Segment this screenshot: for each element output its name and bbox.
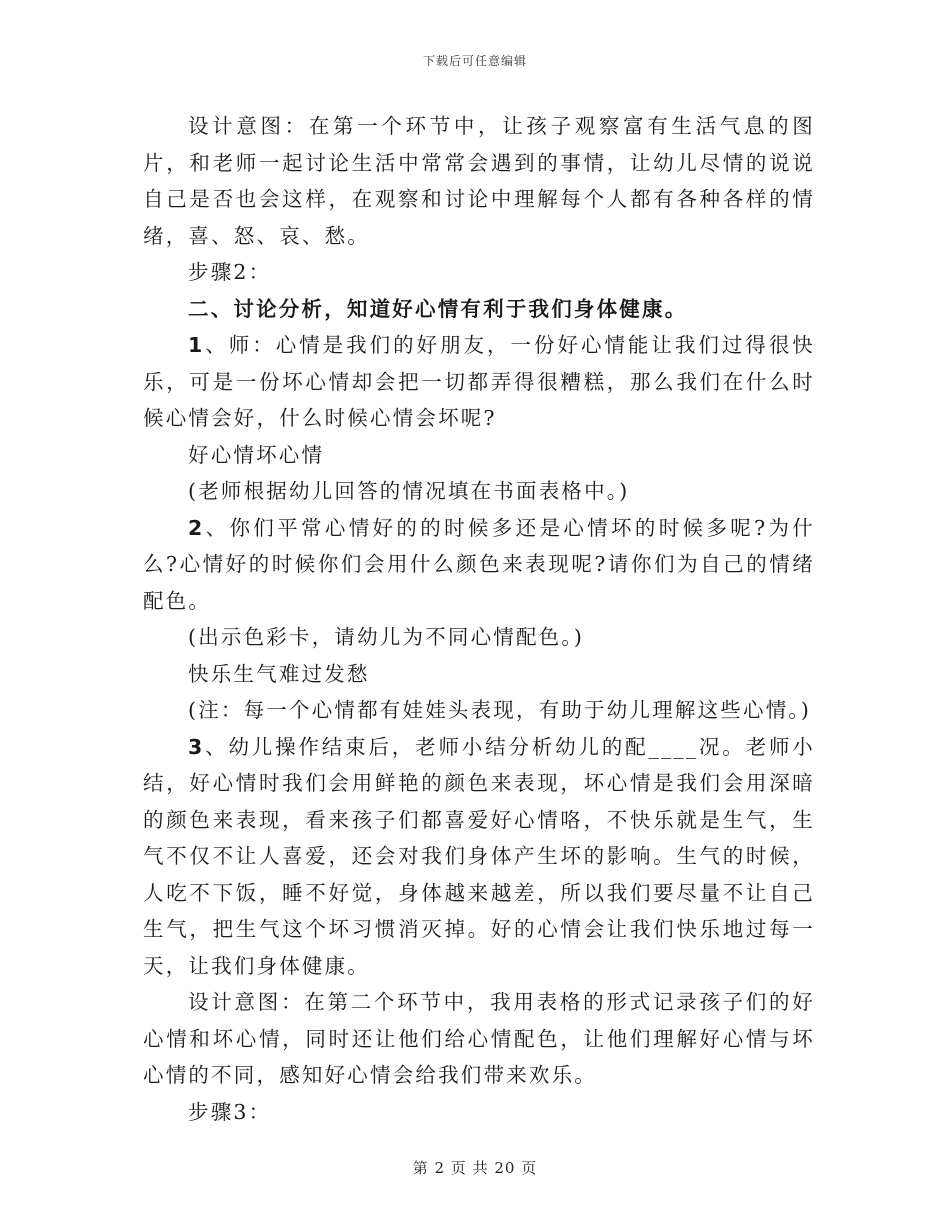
paragraph-item-3: [143, 729, 815, 985]
item-number: 1: [188, 333, 205, 357]
note-doll-heads: (注：每一个心情都有娃娃头表现，有助于幼儿理解这些心情。): [188, 698, 812, 722]
mood-list: 快乐生气难过发愁: [188, 661, 370, 686]
item-number: 2: [188, 515, 205, 540]
paragraph-item-1: [143, 327, 815, 437]
table-caption-good-bad-mood: 好心情坏心情: [188, 442, 325, 467]
step-2-label: 步骤2：: [188, 260, 272, 284]
item-number: 3: [188, 734, 205, 759]
note-color-cards: (出示色彩卡，请幼儿为不同心情配色。): [188, 625, 585, 649]
item-text: 、你们平常心情好的的时候多还是心情坏的时候多呢?为什么?心情好的时候你们会用什么颜色来表现呢?请你们为自己的情绪配色。: [143, 515, 815, 613]
section-heading-discussion: 二、讨论分析，知道好心情有利于我们身体健康。: [188, 296, 688, 321]
design-intent-paragraph-1: 设计意图：在第一个环节中，让孩子观察富有生活气息的图片，和老师一起讨论生活中常常会遇到的事情，让幼儿尽情的说说自己是否也会这样，在观察和讨论中理解每个人都有各种各样的情绪，喜、怒、哀、愁。: [143, 114, 815, 248]
document-body: [143, 108, 815, 1130]
page-header: 下载后可任意编辑: [422, 54, 527, 68]
note-teacher-fills-table: (老师根据幼儿回答的情况填在书面表格中。): [188, 479, 630, 503]
design-intent-paragraph-2: 设计意图：在第二个环节中，我用表格的形式记录孩子们的好心情和坏心情，同时还让他们给心情配色，让他们理解好心情与坏心情的不同，感知好心情会给我们带来欢乐。: [143, 990, 815, 1087]
page-footer: 第 2 页 共 20 页: [412, 1159, 538, 1177]
paragraph-item-2: [143, 510, 815, 620]
item-text: 、幼儿操作结束后，老师小结分析幼儿的配____况。老师小结，好心情时我们会用鲜艳的颜色来表现，坏心情是我们会用深暗的颜色来表现，看来孩子们都喜爱好心情咯，不快乐就是生气，生气不仅不让人喜爱，还会对我们身体产生坏的影响。生气的时候，人吃不下饭，睡不好觉，身体越来越差，所以我们要尽量不让自己生气，把生气这个坏习惯消灭掉。好的心情会让我们快乐地过每一天，让我们身体健康。: [143, 734, 815, 978]
step-3-label: 步骤3：: [188, 1099, 272, 1124]
item-text: 、师：心情是我们的好朋友，一份好心情能让我们过得很快乐，可是一份坏心情却会把一切都弄得很糟糕，那么我们在什么时候心情会好，什么时候心情会坏呢?: [143, 333, 815, 430]
